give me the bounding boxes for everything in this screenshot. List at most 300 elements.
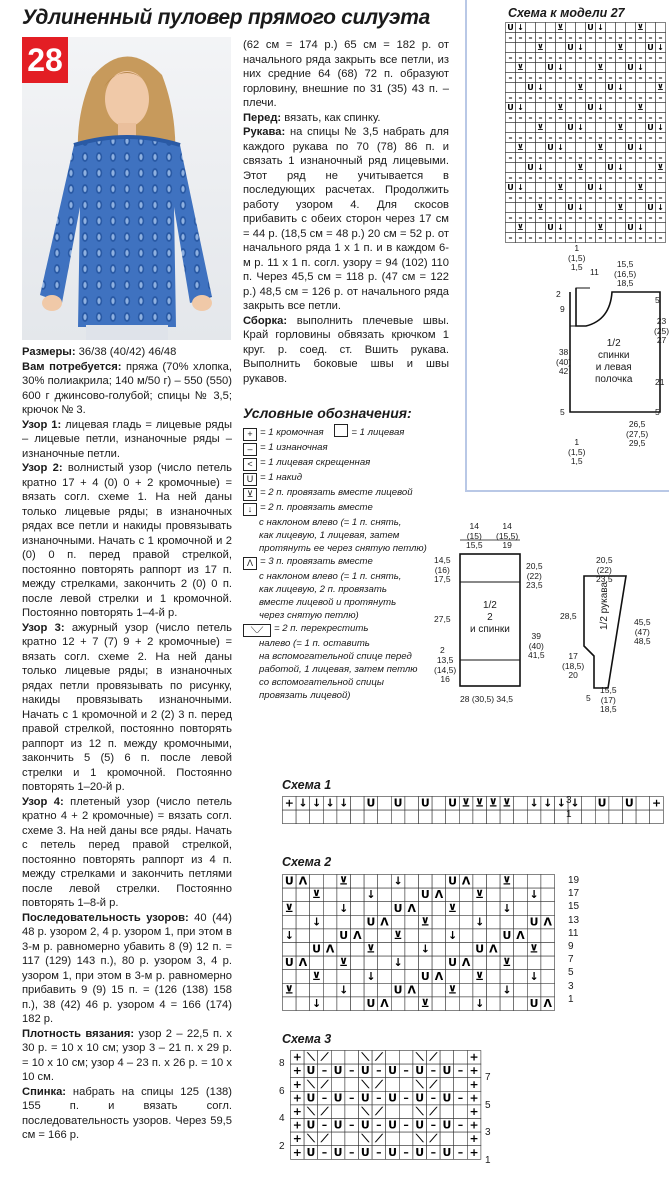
chart-cell xyxy=(459,929,473,943)
chart-symbol: – xyxy=(558,52,563,62)
chart-cell xyxy=(323,875,337,889)
chart-symbol: – xyxy=(558,132,563,142)
chart-symbol: ⟋ xyxy=(375,1132,383,1146)
chart-symbol: Λ xyxy=(380,997,389,1011)
chart-symbol: + xyxy=(292,1091,302,1105)
chart-symbol: ↓ xyxy=(475,915,485,929)
chart-symbol: – xyxy=(430,1064,437,1078)
chart-symbol: – xyxy=(518,52,523,62)
dim-sleeve-15-5: 15,5 xyxy=(600,685,617,695)
chart-cell xyxy=(378,797,392,811)
chart-cell xyxy=(296,915,310,929)
chart-cell xyxy=(566,63,576,73)
chart-symbol: ↓ xyxy=(298,796,308,810)
chart-cell xyxy=(323,915,337,929)
chart-symbol: U xyxy=(333,1091,343,1105)
chart-symbol: – xyxy=(548,212,553,222)
chart-cell xyxy=(526,203,536,213)
chart-symbol: – xyxy=(457,1145,464,1159)
chart-symbol: – xyxy=(638,72,643,82)
chart-cell xyxy=(636,203,646,213)
chart-symbol: ⟋ xyxy=(429,1132,438,1146)
chart-cell xyxy=(636,123,646,133)
chart-cell xyxy=(378,956,392,970)
chart-symbol: – xyxy=(598,32,603,42)
chart-cell xyxy=(310,929,324,943)
sleeves-paragraph xyxy=(243,125,449,314)
front-paragraph xyxy=(243,111,449,126)
chart-symbol: – xyxy=(528,172,533,182)
scheme1-grid xyxy=(282,796,662,826)
dim-sleeve-20: 20 xyxy=(568,670,578,680)
chart-cell xyxy=(606,63,616,73)
dim-front-17-5: 17,5 xyxy=(434,574,451,584)
chart-symbol: ⟋ xyxy=(320,1077,329,1091)
chart-symbol: ⟍ xyxy=(415,1077,424,1091)
chart-cell xyxy=(386,1078,400,1092)
chart-cell xyxy=(473,810,487,824)
chart-symbol: – xyxy=(403,1145,409,1159)
legend-text-ssk-3: как лицевую, 1 лицевая, затем xyxy=(259,530,400,541)
chart-cell xyxy=(576,63,586,73)
chart-symbol: – xyxy=(568,152,573,162)
chart-symbol: – xyxy=(608,152,613,162)
chart-symbol: ↓ xyxy=(475,997,485,1011)
chart-cell xyxy=(586,143,596,153)
chart-symbol: – xyxy=(638,112,643,122)
assembly-label: Сборка: xyxy=(243,314,288,327)
dim-back-26-5: 26,5 xyxy=(628,419,646,429)
chart-symbol: – xyxy=(598,152,603,162)
chart-symbol: U xyxy=(388,1145,397,1159)
pattern2-paragraph xyxy=(22,461,232,621)
chart-cell xyxy=(459,997,473,1011)
chart-cell xyxy=(432,915,446,929)
chart-cell xyxy=(656,223,666,233)
chart-cell xyxy=(405,915,419,929)
pattern1-paragraph xyxy=(22,418,232,462)
chart-cell xyxy=(656,103,666,113)
dim-front-16b: 16 xyxy=(440,674,450,684)
dim-sleeve-28-5: 28,5 xyxy=(560,611,577,621)
chart-cell xyxy=(586,63,596,73)
materials-paragraph xyxy=(22,360,232,418)
dim-back-5c: 5 xyxy=(655,407,660,417)
chart-symbol: – xyxy=(376,1091,382,1105)
chart-symbol: – xyxy=(588,232,593,242)
chart-symbol: + xyxy=(651,796,662,810)
chart-symbol: – xyxy=(588,212,593,222)
chart-cell xyxy=(626,123,636,133)
dim-back-2: (1,5) xyxy=(568,252,586,263)
materials-label: Вам потребуется: xyxy=(22,360,122,373)
chart-symbol: – xyxy=(638,212,643,222)
chart-symbol: Λ xyxy=(543,915,552,929)
chart-cell xyxy=(391,810,405,824)
chart-symbol: + xyxy=(469,1077,479,1091)
chart-cell xyxy=(378,875,392,889)
chart-symbol: – xyxy=(528,92,533,102)
chart-symbol: – xyxy=(578,232,583,242)
chart-cell xyxy=(606,103,616,113)
chart-cell xyxy=(586,163,596,173)
chart-cell xyxy=(582,797,596,811)
chart-symbol: ↓ xyxy=(657,122,664,132)
chart-symbol: ⊻ xyxy=(617,42,624,52)
chart-symbol: ⊻ xyxy=(502,796,512,810)
chart-cell xyxy=(405,810,419,824)
chart-symbol: – xyxy=(568,92,573,102)
chart-symbol: ⊻ xyxy=(637,182,644,192)
back-label-2: спинки xyxy=(597,350,630,361)
chart-cell xyxy=(556,83,566,93)
chart-cell xyxy=(656,63,666,73)
scheme2-row-7: 7 xyxy=(568,954,574,966)
chart-symbol: – xyxy=(528,32,533,42)
chart-symbol: – xyxy=(538,32,543,42)
chart-symbol: – xyxy=(321,1145,328,1159)
dim-back-2cm: 2 xyxy=(556,289,561,299)
scheme3-grid xyxy=(290,1050,480,1160)
chart-symbol: ⟍ xyxy=(307,1077,315,1091)
chart-symbol: U xyxy=(627,142,634,152)
chart-symbol: – xyxy=(548,92,553,102)
chart-symbol: U xyxy=(607,162,614,172)
chart-symbol: ⊻ xyxy=(420,915,430,929)
scheme2-row-19: 19 xyxy=(568,875,580,886)
dim-back-21: 21 xyxy=(655,377,665,387)
chart-symbol: – xyxy=(648,32,653,42)
chart-cell xyxy=(323,970,337,984)
chart-symbol: ⊻ xyxy=(366,942,376,956)
chart-symbol: – xyxy=(508,92,513,102)
chart-symbol: ⟋ xyxy=(320,1105,329,1119)
chart-cell xyxy=(459,915,473,929)
chart-symbol: ⊻ xyxy=(502,956,512,970)
chart-symbol: ↓ xyxy=(366,888,376,902)
chart-symbol: – xyxy=(628,52,633,62)
chart-symbol: – xyxy=(628,132,633,142)
chart-cell xyxy=(345,1078,359,1092)
chart-cell xyxy=(646,83,656,93)
scheme2-row-3: 3 xyxy=(568,980,574,992)
chart-cell xyxy=(556,163,566,173)
chart-cell xyxy=(432,956,446,970)
dim-front-20-5: 20,5 xyxy=(526,561,543,571)
chart-symbol: – xyxy=(598,92,603,102)
chart-cell xyxy=(391,888,405,902)
chart-cell xyxy=(351,875,365,889)
chart-symbol: – xyxy=(608,52,613,62)
dim-back-3: 1,5 xyxy=(570,262,583,272)
chart-symbol: – xyxy=(618,232,623,242)
chart-cell xyxy=(541,970,555,984)
chart-symbol: – xyxy=(588,32,593,42)
chart-symbol: – xyxy=(598,192,603,202)
chart-cell xyxy=(487,983,501,997)
chart-symbol: ↓ xyxy=(657,202,664,212)
chart-symbol: U xyxy=(507,102,514,112)
chart-cell xyxy=(391,915,405,929)
chart-symbol: U xyxy=(527,162,534,172)
chart-cell xyxy=(446,888,460,902)
chart-symbol: U xyxy=(442,1091,452,1105)
chart-symbol: + xyxy=(284,796,294,810)
scheme2-row-5: 5 xyxy=(568,967,574,979)
scheme2-row-9: 9 xyxy=(568,941,574,953)
chart-cell xyxy=(446,943,460,957)
scheme3-row-5: 5 xyxy=(485,1099,491,1111)
chart-cell xyxy=(331,1078,345,1092)
chart-cell xyxy=(514,810,528,824)
chart-cell xyxy=(616,23,626,33)
chart-cell xyxy=(487,915,501,929)
chart-cell xyxy=(514,997,528,1011)
sizes-text: 36/38 (40/42) 46/48 xyxy=(75,346,177,358)
chart-cell xyxy=(283,888,297,902)
chart-cell xyxy=(432,902,446,916)
legend-text-sk2p-5: через снятую петлю) xyxy=(259,610,359,621)
chart-symbol: Λ xyxy=(298,956,308,970)
chart-cell xyxy=(546,43,556,53)
chart-cell xyxy=(596,83,606,93)
chart-symbol: U xyxy=(448,874,457,888)
chart-symbol: U xyxy=(624,796,634,810)
chart-cell xyxy=(576,143,586,153)
chart-symbol: – xyxy=(618,52,623,62)
dim-back-27-5: (27,5) xyxy=(626,428,649,439)
chart-symbol: – xyxy=(648,132,653,142)
chart-cell xyxy=(516,83,526,93)
chart-symbol: ↓ xyxy=(557,222,564,232)
chart-cell xyxy=(546,23,556,33)
chart-symbol: – xyxy=(518,212,523,222)
chart-symbol: ⊻ xyxy=(517,222,524,232)
chart-cell xyxy=(337,970,351,984)
chart-symbol: ↓ xyxy=(311,915,322,929)
pattern4-text: плетеный узор (число петель кратно 4 + 2 кромочные) = вязать согл. схеме 3. На ней даны все ряды. Начать с петель перед правой стрелкой, постоянно повторять раппорт из 4 п. между стрелками и закончить петлями после левой стрелки. Постоянно повторять 1–8-й р. xyxy=(22,795,232,909)
scheme1-title: Схема 1 xyxy=(282,778,332,792)
chart-symbol: – xyxy=(578,112,583,122)
chart-symbol: – xyxy=(518,192,523,202)
chart-cell xyxy=(419,902,433,916)
scheme3-row-3: 3 xyxy=(485,1127,491,1139)
chart-symbol: U xyxy=(393,983,403,997)
chart-symbol: ⊻ xyxy=(557,22,564,32)
chart-cell xyxy=(606,223,616,233)
chart-symbol: – xyxy=(618,192,623,202)
chart-cell xyxy=(646,143,656,153)
chart-cell xyxy=(595,810,609,824)
scheme2-row-11: 11 xyxy=(568,927,579,939)
chart-symbol: – xyxy=(638,152,643,162)
chart-symbol: ↓ xyxy=(637,142,644,152)
chart-cell xyxy=(546,163,556,173)
chart-symbol: – xyxy=(598,72,603,82)
legend-text-ssk-4: протянуть ее через снятую петлю) xyxy=(259,543,427,554)
chart-symbol: – xyxy=(578,172,583,182)
legend-item-sk2p xyxy=(243,555,463,622)
chart-cell xyxy=(323,888,337,902)
chart-symbol: – xyxy=(538,92,543,102)
chart-symbol: – xyxy=(568,172,573,182)
chart-cell xyxy=(646,163,656,173)
chart-symbol: ↓ xyxy=(557,142,564,152)
chart-symbol: – xyxy=(321,1091,328,1105)
materials-text: пряжа (70% хлопка, 30% полиакрила; 140 м/50 г) – 550 (550) 600 г джинсово-голубой; спицы № 3,5; крючок № 3. xyxy=(22,360,233,416)
chart-symbol: – xyxy=(588,152,593,162)
chart-symbol: U xyxy=(420,796,430,810)
chart-symbol: ⊻ xyxy=(597,62,604,72)
chart-cell xyxy=(391,970,405,984)
chart-symbol: Λ xyxy=(325,942,335,956)
chart-symbol: – xyxy=(548,132,553,142)
chart-symbol: ↓ xyxy=(537,162,544,172)
dim-front-27-5: 27,5 xyxy=(434,614,451,624)
chart-cell xyxy=(432,983,446,997)
chart-symbol: – xyxy=(558,112,563,122)
chart-symbol: – xyxy=(638,52,643,62)
sk2p-symbol-icon: Λ xyxy=(243,557,257,570)
chart-symbol: U xyxy=(448,956,457,970)
chart-symbol: – xyxy=(558,172,563,182)
chart-symbol: U xyxy=(607,82,614,92)
chart-cell xyxy=(296,929,310,943)
chart-cell xyxy=(446,970,460,984)
dim-back-42: 42 xyxy=(558,366,569,376)
chart-symbol: – xyxy=(628,32,633,42)
chart-cell xyxy=(440,1132,454,1146)
chart-cell xyxy=(514,943,528,957)
chart-symbol: – xyxy=(348,1064,355,1078)
chart-cell xyxy=(405,797,419,811)
chart-cell xyxy=(516,163,526,173)
chart-cell xyxy=(536,103,546,113)
front-label: Перед: xyxy=(243,111,282,124)
dim-front-22: (22) xyxy=(526,570,542,581)
chart-symbol: ⊻ xyxy=(339,956,349,970)
chart-symbol: + xyxy=(292,1077,302,1091)
pattern4-paragraph xyxy=(22,795,232,911)
chart-symbol: – xyxy=(568,52,573,62)
chart-cell xyxy=(391,997,405,1011)
chart-cell xyxy=(586,123,596,133)
chart-symbol: – xyxy=(598,212,603,222)
chart-symbol: U xyxy=(366,997,376,1011)
legend-text-cross-5: со вспомогательной спицы xyxy=(259,677,384,688)
dim-back-9: 9 xyxy=(560,304,565,314)
chart-symbol: ⟍ xyxy=(307,1132,315,1146)
chart-cell xyxy=(616,63,626,73)
chart-cell xyxy=(500,888,514,902)
chart-symbol: – xyxy=(518,132,523,142)
scheme2-row-labels xyxy=(568,874,588,1006)
legend-title: Условные обозначения: xyxy=(243,405,412,421)
chart-symbol: – xyxy=(558,72,563,82)
chart-cell xyxy=(616,143,626,153)
sleeves-text: на спицы № 3,5 набрать для каждого рукава по 70 (78) 86 п. и связать 1 изнаночный ряд лицевыми. Этот ряд не учитывается в последующих расчетах. Продолжить работу узором 4. Для скосов прибавить с обеих сторон через 17 см = 44 р. (18,5 см = 48 р.) 20 см = 52 р. от начального ряда 1 х 1 п. и в каждом 6-м р. 11 х 1 п. согл. узору = 94 (102) 110 п. Через 45,5 см = 118 р. (47 см = 122 р.) 48,5 см = 126 р. от начального ряда закрыть все петли. xyxy=(243,126,449,312)
chart-symbol: – xyxy=(528,132,533,142)
chart-symbol: – xyxy=(518,172,523,182)
chart-symbol: – xyxy=(628,232,633,242)
chart-symbol: ↓ xyxy=(447,929,458,943)
chart-cell xyxy=(541,929,555,943)
dim-front-23-5: 23,5 xyxy=(526,580,543,590)
chart-symbol: ↓ xyxy=(617,162,624,172)
chart-symbol: – xyxy=(568,192,573,202)
selvage-symbol-icon: + xyxy=(243,428,257,441)
chart-cell xyxy=(500,915,514,929)
chart-cell xyxy=(526,223,536,233)
dim-back-1-5c: 1,5 xyxy=(570,456,583,466)
chart-symbol: – xyxy=(538,232,543,242)
dim-front-40: (40) xyxy=(528,640,544,651)
chart-symbol: ⟋ xyxy=(429,1077,438,1091)
chart-cell xyxy=(419,929,433,943)
chart-symbol: ↓ xyxy=(339,796,349,810)
chart-cell xyxy=(440,1078,454,1092)
dim-back-18-5: 18,5 xyxy=(616,278,634,288)
dim-front-41-5: 41,5 xyxy=(528,650,545,660)
dim-front-19: 19 xyxy=(502,540,512,550)
chart-cell xyxy=(473,956,487,970)
chart-symbol: ⊻ xyxy=(657,82,664,92)
chart-symbol: – xyxy=(508,132,513,142)
chart-symbol: – xyxy=(628,172,633,182)
chart-symbol: – xyxy=(578,32,583,42)
chart-cell xyxy=(331,1105,345,1119)
chart-cell xyxy=(536,23,546,33)
chart-symbol: – xyxy=(648,232,653,242)
sequence-paragraph xyxy=(22,911,232,1027)
dim-back-29-5: 29,5 xyxy=(628,438,646,448)
scheme2-title: Схема 2 xyxy=(282,855,332,869)
chart-cell xyxy=(623,810,637,824)
dim-front-16: (16) xyxy=(434,564,450,575)
scheme3-right-labels xyxy=(485,1064,491,1174)
chart-cell xyxy=(656,143,666,153)
chart-symbol: – xyxy=(508,172,513,182)
chart-cell xyxy=(459,970,473,984)
legend-text-crossed: = 1 лицевая скрещенная xyxy=(260,457,371,468)
chart-cell xyxy=(378,970,392,984)
chart-cell xyxy=(283,915,297,929)
chart-symbol: U xyxy=(627,222,634,232)
chart-symbol: U xyxy=(529,997,539,1011)
chart-cell xyxy=(446,810,460,824)
dim-back-1-5b: (1,5) xyxy=(568,446,586,457)
chart-cell xyxy=(386,1132,400,1146)
chart-cell xyxy=(596,163,606,173)
chart-cell xyxy=(526,183,536,193)
chart-cell xyxy=(446,997,460,1011)
chart-symbol: – xyxy=(568,112,573,122)
chart-symbol: Λ xyxy=(434,969,444,983)
dim-back-23: 23 xyxy=(656,316,667,326)
chart-symbol: – xyxy=(638,132,643,142)
chart-cell xyxy=(536,143,546,153)
chart-cell xyxy=(626,83,636,93)
chart-cell xyxy=(526,103,536,113)
dim-back-1: 1 xyxy=(574,243,580,253)
chart-cell xyxy=(473,929,487,943)
chart-symbol: – xyxy=(628,92,633,102)
chart-symbol: – xyxy=(618,32,623,42)
chart-symbol: ↓ xyxy=(529,796,539,810)
dim-sleeve-47: (47) xyxy=(634,626,650,637)
chart-symbol: – xyxy=(608,72,613,82)
dim-sleeve-5: 5 xyxy=(586,693,591,703)
